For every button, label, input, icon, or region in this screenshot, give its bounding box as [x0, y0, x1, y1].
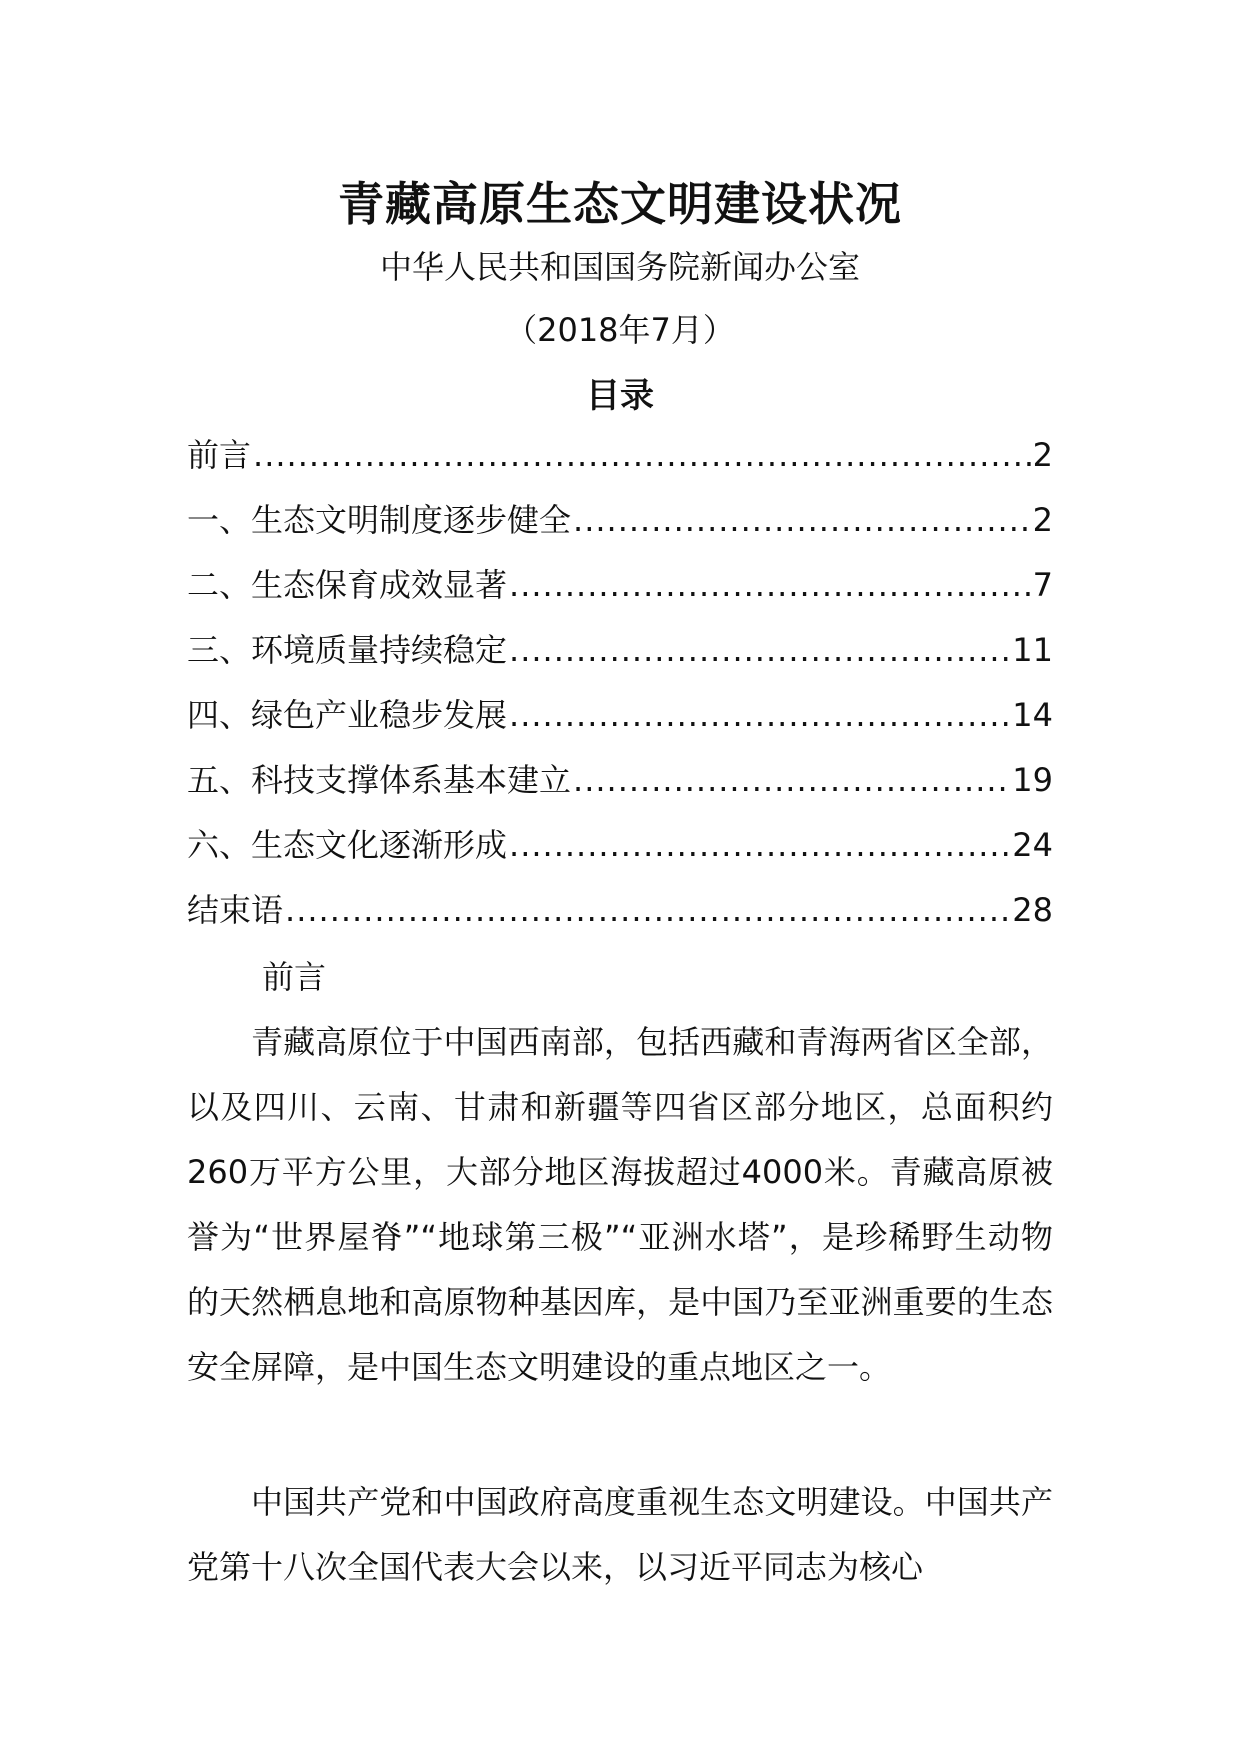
document-title: 青藏高原生态文明建设状况	[338, 177, 902, 231]
toc-entry-label: 二、生态保育成效显著	[187, 566, 508, 604]
toc-entry-page: 2	[1032, 436, 1053, 474]
toc-leader-dots	[509, 566, 1031, 606]
toc-leader-dots	[253, 436, 1031, 476]
toc-leader-dots	[509, 826, 1010, 866]
preface-paragraph: 中国共产党和中国政府高度重视生态文明建设。中国共产党第十八次全国代表大会以来，以习近平同志为核心	[187, 1483, 1053, 1586]
toc-entry-page: 7	[1032, 566, 1053, 604]
toc-entry-page: 24	[1012, 826, 1053, 864]
toc-entry[interactable]	[187, 560, 1053, 625]
preface-paragraph: 青藏高原位于中国西南部，包括西藏和青海两省区全部，以及四川、云南、甘肃和新疆等四省区部分地区，总面积约260万平方公里，大部分地区海拔超过4000米。青藏高原被誉为“世界屋脊”“地球第三极”“亚洲水塔”，是珍稀野生动物的天然栖息地和高原物种基因库，是中国乃至亚洲重要的生态安全屏障，是中国生态文明建设的重点地区之一。	[187, 1023, 1053, 1386]
toc-entry-label: 四、绿色产业稳步发展	[187, 696, 508, 734]
toc-entry[interactable]	[187, 495, 1053, 560]
toc-leader-dots	[509, 696, 1010, 736]
toc-entry[interactable]	[187, 690, 1053, 755]
toc-entry-label: 六、生态文化逐渐形成	[187, 826, 508, 864]
toc-entry-page: 2	[1032, 501, 1053, 539]
toc-entry-page: 28	[1012, 891, 1053, 929]
toc-entry-label: 一、生态文明制度逐步健全	[187, 501, 572, 539]
toc-leader-dots	[573, 761, 1010, 801]
toc-entry-page: 14	[1012, 696, 1053, 734]
toc-entry[interactable]	[187, 755, 1053, 820]
toc-entry[interactable]	[187, 625, 1053, 690]
toc-entry-page: 19	[1012, 761, 1053, 799]
preface-heading: 前言	[262, 958, 327, 996]
toc-entry-label: 前言	[187, 436, 252, 474]
toc-leader-dots	[573, 501, 1031, 541]
toc-entry-page: 11	[1012, 631, 1053, 669]
toc-entry[interactable]	[187, 885, 1053, 950]
toc-entry-label: 三、环境质量持续稳定	[187, 631, 508, 669]
toc-entry-label: 结束语	[187, 891, 284, 929]
toc-leader-dots	[285, 891, 1010, 931]
table-of-contents	[187, 430, 1053, 950]
toc-leader-dots	[509, 631, 1010, 671]
toc-heading: 目录	[586, 376, 654, 416]
toc-entry[interactable]	[187, 430, 1053, 495]
toc-entry[interactable]	[187, 820, 1053, 885]
toc-entry-label: 五、科技支撑体系基本建立	[187, 761, 572, 799]
document-issuer: 中华人民共和国国务院新闻办公室	[379, 248, 860, 286]
document-date: （2018年7月）	[505, 311, 735, 349]
